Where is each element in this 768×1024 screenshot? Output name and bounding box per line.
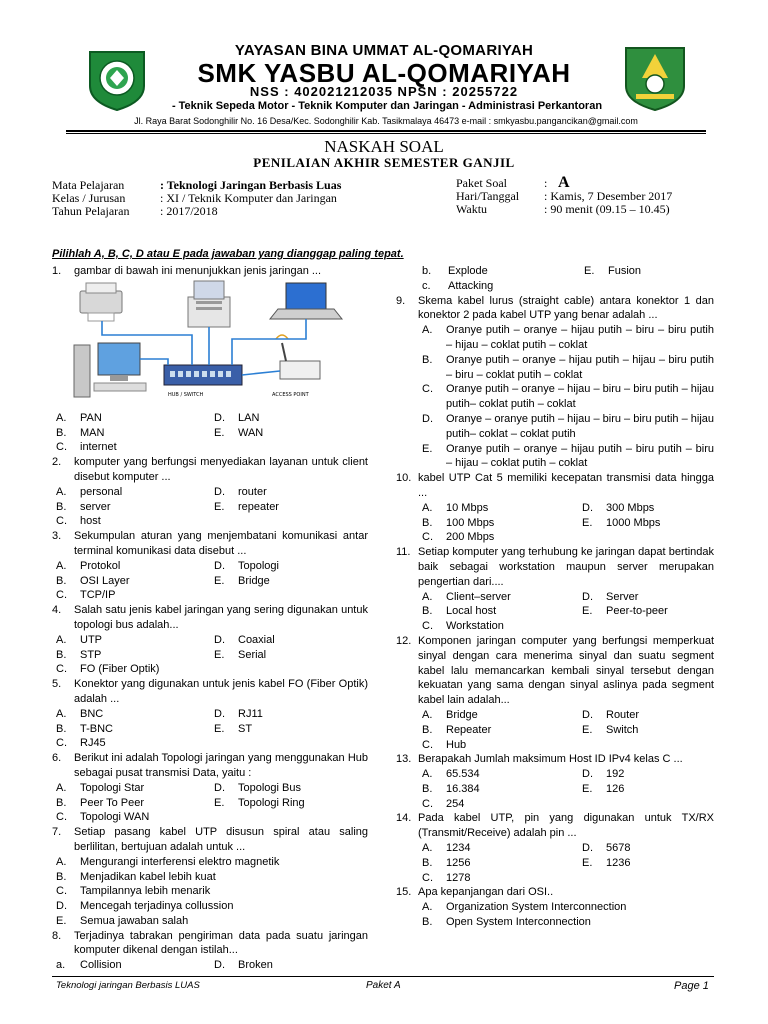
opt-letter: B. xyxy=(56,796,67,809)
opt-letter: D. xyxy=(582,501,593,514)
opt-text: Repeater xyxy=(446,723,492,736)
date-value: : Kamis, 7 Desember 2017 xyxy=(544,189,673,203)
q-number: 12. xyxy=(396,634,412,647)
opt-letter: D. xyxy=(214,781,225,794)
opt-letter: D. xyxy=(214,959,225,972)
opt-text: Mencegah terjadinya collussion xyxy=(80,900,234,913)
opt-text: Oranye putih – oranye – hijau putih – hijau – biru putih – biru – coklat putih – coklat xyxy=(446,353,714,381)
opt-text: Oranye – oranye putih – hijau – biru – biru putih – hijau putih– coklat – coklat putih xyxy=(446,412,714,440)
ap-label: ACCESS POINT xyxy=(272,391,309,398)
opt-text: Fusion xyxy=(608,265,642,277)
desktop-pc-icon xyxy=(74,343,146,397)
opt-letter: B. xyxy=(56,722,67,735)
opt-text: host xyxy=(80,515,101,528)
opt-letter: B. xyxy=(56,648,67,661)
opt-letter: E. xyxy=(214,426,225,439)
opt-text: Tampilannya lebih menarik xyxy=(80,885,211,898)
opt-text: 5678 xyxy=(606,842,631,855)
q-text: Komponen jaringan computer yang berfungsi memperkuat sinyal dengan cara menerima sinyal dan suatu segment kabel lalu memancarkan kembali sinyal tersebut dengan kekuatan yang sama dengan sinyal aslinya pada segment kabel lain adalah... xyxy=(418,634,714,707)
opt-text: LAN xyxy=(238,411,260,424)
doc-title: NASKAH SOAL xyxy=(324,137,444,156)
class-value: : XI / Teknik Komputer dan Jaringan xyxy=(160,191,337,205)
q-number: 2. xyxy=(52,456,62,469)
school-programs: - Teknik Sepeda Motor - Teknik Komputer dan Jaringan - Administrasi Perkantoran xyxy=(171,100,603,112)
opt-letter: A. xyxy=(56,633,67,646)
opt-letter: A. xyxy=(56,559,67,572)
question-3 xyxy=(52,529,368,559)
opt-letter: C. xyxy=(56,515,67,528)
opt-letter: A. xyxy=(422,768,433,781)
opt-text: personal xyxy=(80,485,123,498)
opt-letter: C. xyxy=(422,383,433,396)
opt-text: Attacking xyxy=(448,279,494,292)
opt-letter: B. xyxy=(422,723,433,736)
opt-letter: E. xyxy=(56,914,67,927)
header-divider-thin xyxy=(66,133,706,134)
opt-letter: D. xyxy=(422,412,433,425)
opt-letter: A. xyxy=(56,411,67,424)
opt-text: Client–server xyxy=(446,590,511,603)
opt-text: Menjadikan kabel lebih kuat xyxy=(80,870,216,883)
question-11 xyxy=(396,545,714,589)
opt-letter: C. xyxy=(422,797,433,810)
opt-letter: c. xyxy=(422,279,431,292)
q-text: Konektor yang digunakan untuk jenis kabel FO (Fiber Optik) adalah ... xyxy=(74,678,368,705)
question-4 xyxy=(52,603,368,633)
opt-letter: D. xyxy=(214,485,225,498)
school-address: Jl. Raya Barat Sodonghilir No. 16 Desa/Kec. Sodonghilir Kab. Tasikmalaya 46473 e-mail : smkyasbu.pangancikan@gmail.com xyxy=(134,116,638,126)
opt-text: Organization System Interconnection xyxy=(446,901,627,914)
packet-label: Paket Soal xyxy=(456,176,507,190)
opt-letter: B. xyxy=(422,856,433,869)
q-number: 3. xyxy=(52,530,62,543)
opt-text: Oranye putih – oranye – hijau putih – biru putih – biru – hijau – coklat putih – coklat xyxy=(446,442,714,470)
question-9 xyxy=(396,294,714,324)
question-13 xyxy=(396,752,714,767)
opt-letter: A. xyxy=(56,485,67,498)
opt-letter: A. xyxy=(422,901,433,914)
subject-label: Mata Pelajaran xyxy=(52,178,125,192)
school-name: SMK YASBU AL-QOMARIYAH xyxy=(197,58,571,88)
opt-letter: C. xyxy=(56,441,67,454)
opt-text: internet xyxy=(80,441,117,454)
opt-text: Oranye putih – oranye – hijau putih – biru – biru putih – hijau – coklat putih – coklat xyxy=(446,324,714,351)
opt-letter: E. xyxy=(584,265,595,277)
opt-text: 1000 Mbps xyxy=(606,516,661,529)
opt-text: BNC xyxy=(80,707,104,720)
question-8 xyxy=(52,929,368,959)
opt-text: Switch xyxy=(606,723,639,736)
laptop-icon xyxy=(270,283,342,319)
opt-letter: C. xyxy=(56,663,67,676)
q-number: 13. xyxy=(396,753,412,766)
opt-text: 1236 xyxy=(606,856,631,869)
q-number: 8. xyxy=(52,929,62,942)
access-point-icon xyxy=(276,335,320,379)
opt-letter: A. xyxy=(422,842,433,855)
opt-text: 126 xyxy=(606,782,625,795)
q-number: 15. xyxy=(396,886,412,899)
opt-letter: C. xyxy=(56,811,67,824)
opt-text: WAN xyxy=(238,426,264,439)
footer-page: Page 1 xyxy=(674,980,709,992)
header-divider xyxy=(66,130,706,132)
opt-letter: C. xyxy=(422,871,433,884)
packet-colon: : xyxy=(544,176,548,190)
opt-letter: E. xyxy=(582,782,593,795)
year-value: : 2017/2018 xyxy=(160,204,218,218)
opt-text: 300 Mbps xyxy=(606,501,655,514)
printer-icon xyxy=(80,283,122,321)
server-icon xyxy=(188,281,230,327)
time-label: Waktu xyxy=(456,202,488,216)
opt-letter: E. xyxy=(214,574,225,587)
opt-letter: B. xyxy=(422,916,433,929)
q-text: Sekumpulan aturan yang menjembatani komunikasi antar terminal komunikasi data disebut ... xyxy=(74,530,368,557)
question-12 xyxy=(396,634,714,708)
opt-text: 65.534 xyxy=(446,768,480,781)
switch-label: HUB / SWITCH xyxy=(168,391,204,398)
right-column xyxy=(396,264,714,930)
opt-text: Topologi xyxy=(238,559,279,572)
q-text: Setiap pasang kabel UTP disusun spiral atau saling berlilitan, bertujuan adalah untuk ... xyxy=(74,826,368,853)
opt-text: Protokol xyxy=(80,559,121,572)
opt-letter: C. xyxy=(422,620,433,633)
opt-text: Topologi Ring xyxy=(238,796,305,809)
opt-text: Router xyxy=(606,708,640,721)
opt-letter: B. xyxy=(422,782,433,795)
opt-letter: D. xyxy=(214,559,225,572)
q-text: Terjadinya tabrakan pengiriman data pada suatu jaringan komputer dikenal dengan istilah... xyxy=(74,929,368,957)
opt-letter: A. xyxy=(422,324,433,337)
foundation-name: YAYASAN BINA UMMAT AL-QOMARIYAH xyxy=(234,42,534,59)
doc-subtitle: PENILAIAN AKHIR SEMESTER GANJIL xyxy=(253,155,515,170)
opt-text: PAN xyxy=(80,411,102,424)
opt-letter: C. xyxy=(422,531,433,544)
opt-letter: D. xyxy=(582,590,593,603)
footer-center: Paket A xyxy=(366,980,401,991)
opt-letter: E. xyxy=(582,856,593,869)
question-10 xyxy=(396,471,714,501)
opt-text: T-BNC xyxy=(80,722,113,735)
q-text: Setiap komputer yang terhubung ke jaringan dapat bertindak baik sebagai workstation maupun server merupakan pengertian dari.... xyxy=(418,546,714,588)
opt-letter: E. xyxy=(214,500,225,513)
opt-letter: A. xyxy=(422,708,433,721)
opt-text: 10 Mbps xyxy=(446,501,489,514)
opt-text: Open System Interconnection xyxy=(446,916,591,929)
question-6 xyxy=(52,751,368,781)
q-number: 5. xyxy=(52,678,62,691)
opt-letter: E. xyxy=(214,648,225,661)
opt-letter: D. xyxy=(56,900,67,913)
question-14 xyxy=(396,811,714,841)
opt-text: RJ11 xyxy=(238,707,263,720)
school-logo-left xyxy=(82,46,152,112)
question-2 xyxy=(52,455,368,485)
opt-text: 1256 xyxy=(446,856,471,869)
opt-letter: C. xyxy=(56,589,67,602)
year-label: Tahun Pelajaran xyxy=(52,204,130,218)
opt-text: Topologi Bus xyxy=(238,781,301,794)
opt-letter: B. xyxy=(56,500,67,513)
opt-text: RJ45 xyxy=(80,737,106,750)
opt-letter: D. xyxy=(214,707,225,720)
opt-letter: E. xyxy=(582,605,593,618)
packet-value: A xyxy=(558,174,570,191)
switch-icon xyxy=(164,365,242,385)
opt-letter: a. xyxy=(56,959,66,972)
opt-text: Serial xyxy=(238,648,267,661)
opt-letter: D. xyxy=(582,842,593,855)
q-number: 10. xyxy=(396,472,412,485)
school-ids: NSS : 402021212035 NPSN : 20255722 xyxy=(249,84,519,99)
opt-text: MAN xyxy=(80,426,105,439)
opt-letter: C. xyxy=(422,738,433,751)
opt-text: repeater xyxy=(238,500,279,513)
opt-letter: B. xyxy=(422,516,433,529)
opt-text: Workstation xyxy=(446,620,504,633)
opt-letter: A. xyxy=(56,707,67,720)
opt-text: Mengurangi interferensi elektro magnetik xyxy=(80,855,280,868)
opt-text: STP xyxy=(80,648,102,661)
opt-letter: B. xyxy=(422,353,433,366)
q-text: Pada kabel UTP, pin yang digunakan untuk TX/RX (Transmit/Receive) adalah pin ... xyxy=(418,812,714,840)
time-value: : 90 menit (09.15 – 10.45) xyxy=(544,202,670,216)
question-5 xyxy=(52,677,368,707)
opt-letter: E. xyxy=(582,723,593,736)
opt-letter: B. xyxy=(56,574,67,587)
q-text: gambar di bawah ini menunjukkan jenis jaringan ... xyxy=(74,265,322,277)
opt-letter: E. xyxy=(214,796,225,809)
q-text: Skema kabel lurus (straight cable) antara konektor 1 dan konektor 2 pada kabel UTP yang benar adalah ... xyxy=(418,294,714,322)
opt-text: Local host xyxy=(446,605,497,618)
date-label: Hari/Tanggal xyxy=(456,189,520,203)
opt-letter: E. xyxy=(214,722,225,735)
opt-letter: B. xyxy=(56,426,67,439)
q-number: 6. xyxy=(52,752,62,765)
opt-letter: b. xyxy=(422,265,432,277)
q-text: kabel UTP Cat 5 memiliki kecepatan transmisi data hingga ... xyxy=(418,472,714,499)
opt-letter: A. xyxy=(56,855,67,868)
opt-text: 200 Mbps xyxy=(446,531,495,544)
footer-divider xyxy=(52,976,714,977)
opt-letter: A. xyxy=(422,501,433,514)
q-number: 9. xyxy=(396,294,406,307)
opt-letter: D. xyxy=(214,411,225,424)
opt-text: 254 xyxy=(446,797,465,810)
opt-text: ST xyxy=(238,722,253,735)
q-number: 4. xyxy=(52,604,62,617)
opt-letter: D. xyxy=(582,768,593,781)
opt-text: UTP xyxy=(80,633,102,646)
opt-letter: A. xyxy=(422,590,433,603)
opt-text: 1278 xyxy=(446,871,471,884)
opt-letter: D. xyxy=(582,708,593,721)
opt-text: Server xyxy=(606,590,639,603)
q-text: Salah satu jenis kabel jaringan yang sering digunakan untuk topologi bus adalah... xyxy=(74,604,368,631)
network-diagram xyxy=(72,279,368,411)
instruction: Pilihlah A, B, C, D atau E pada jawaban yang dianggap paling tepat. xyxy=(52,248,404,260)
exam-info-right xyxy=(456,176,726,216)
q-text: Apa kepanjangan dari OSI.. xyxy=(418,886,554,899)
opt-letter: E. xyxy=(422,442,433,455)
left-column xyxy=(52,264,368,973)
opt-text: server xyxy=(80,500,111,513)
opt-text: 100 Mbps xyxy=(446,516,495,529)
footer-left: Teknologi jaringan Berbasis LUAS xyxy=(56,980,200,991)
opt-text: Coaxial xyxy=(238,633,275,646)
opt-text: Peer To Peer xyxy=(80,796,145,809)
opt-text: router xyxy=(238,485,267,498)
opt-text: Topologi Star xyxy=(80,781,145,794)
opt-text: OSI Layer xyxy=(80,574,130,587)
q-number: 11. xyxy=(396,546,411,559)
opt-text: Hub xyxy=(446,738,467,751)
opt-letter: B. xyxy=(422,605,433,618)
q-number: 1. xyxy=(52,265,62,277)
opt-text: TCP/IP xyxy=(80,589,116,602)
opt-text: 1234 xyxy=(446,842,471,855)
opt-text: 16.384 xyxy=(446,782,480,795)
q-text: Berapakah Jumlah maksimum Host ID IPv4 kelas C ... xyxy=(418,753,683,766)
opt-letter: C. xyxy=(56,737,67,750)
opt-letter: B. xyxy=(56,870,67,883)
subject-value: : Teknologi Jaringan Berbasis Luas xyxy=(160,178,342,192)
opt-text: Broken xyxy=(238,959,273,972)
exam-info-left xyxy=(52,179,442,218)
opt-letter: A. xyxy=(56,781,67,794)
opt-letter: E. xyxy=(582,516,593,529)
q-text: komputer yang berfungsi menyediakan layanan untuk client disebut komputer ... xyxy=(74,456,368,483)
opt-text: Bridge xyxy=(446,708,478,721)
q-text: Berikut ini adalah Topologi jaringan yang menggunakan Hub sebagai pusat transmisi Data, yaitu : xyxy=(74,752,368,779)
opt-text: Peer-to-peer xyxy=(606,605,668,618)
opt-text: Oranye putih – oranye – hijau – biru – biru putih – hijau putih– coklat putih – coklat xyxy=(446,383,714,411)
opt-text: 192 xyxy=(606,768,625,781)
opt-text: Explode xyxy=(448,265,488,277)
opt-text: FO (Fiber Optik) xyxy=(80,663,160,676)
school-logo-right xyxy=(622,44,688,112)
opt-letter: C. xyxy=(56,885,67,898)
question-15 xyxy=(396,885,714,900)
opt-letter: D. xyxy=(214,633,225,646)
opt-text: Bridge xyxy=(238,574,270,587)
question-1 xyxy=(52,264,368,279)
question-7 xyxy=(52,825,368,855)
opt-text: Semua jawaban salah xyxy=(80,914,189,927)
opt-text: Topologi WAN xyxy=(80,811,150,824)
class-label: Kelas / Jurusan xyxy=(52,191,126,205)
opt-text: Collision xyxy=(80,959,122,972)
q-number: 14. xyxy=(396,812,412,825)
q-number: 7. xyxy=(52,826,62,839)
